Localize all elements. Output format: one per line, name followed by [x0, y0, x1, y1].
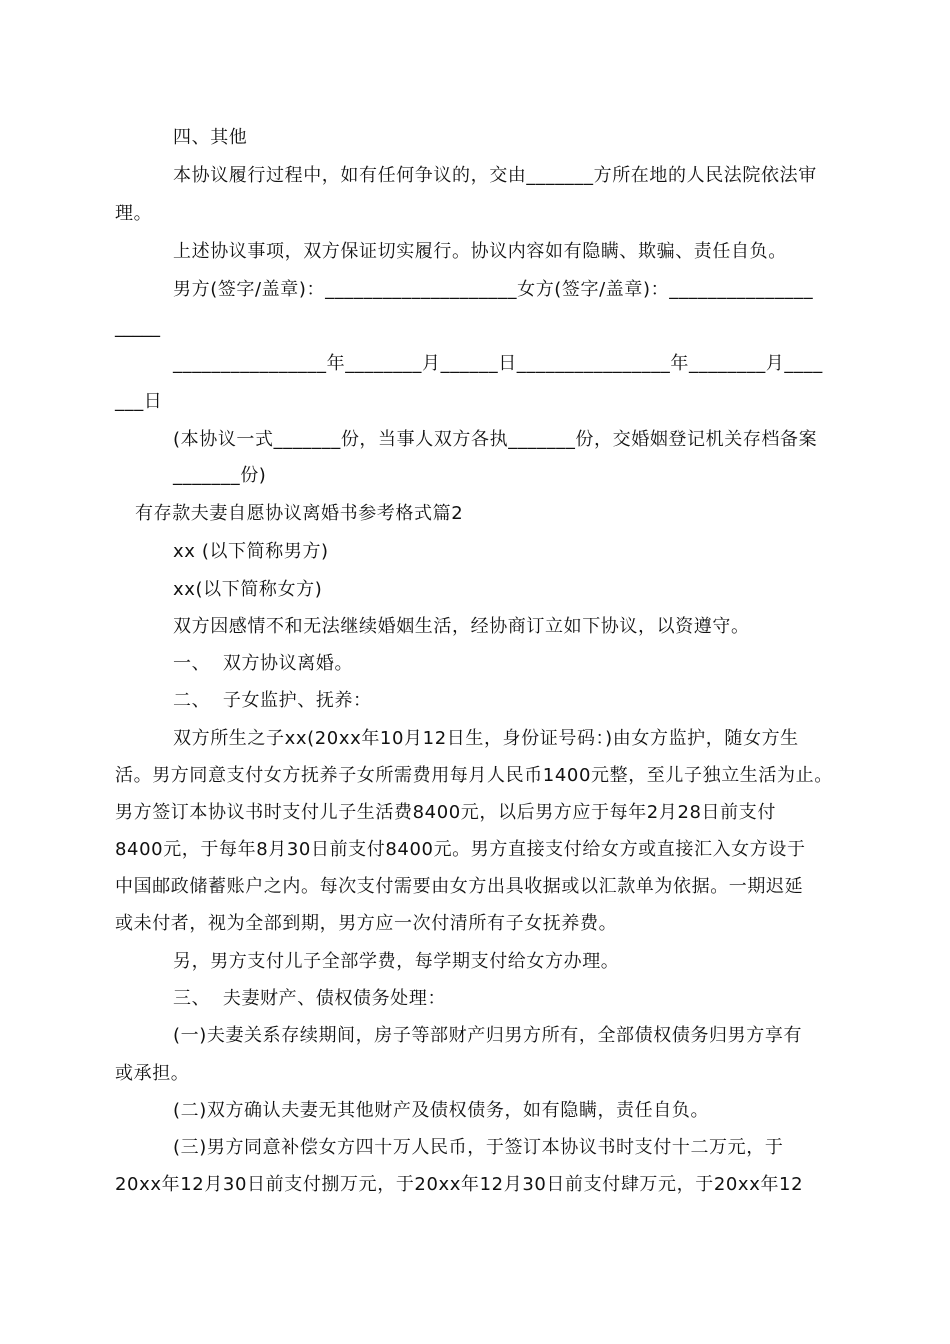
paragraph-line: 男方签订本协议书时支付儿子生活费8400元，以后男方应于每年2月28日前支付 — [115, 802, 776, 823]
section-heading-other: 四、其他 — [173, 127, 248, 148]
paragraph-line: 双方所生之子xx(20xx年10月12日生，身份证号码：)由女方监护，随女方生 — [173, 728, 799, 749]
clause-heading: 一、 双方协议离婚。 — [173, 653, 354, 674]
paragraph-line: 或未付者，视为全部到期，男方应一次付清所有子女抚养费。 — [115, 913, 618, 934]
paragraph-line: 理。 — [115, 203, 153, 224]
paragraph-line: 另，男方支付儿子全部学费，每学期支付给女方办理。 — [173, 951, 620, 972]
party-female: xx(以下简称女方) — [173, 579, 323, 600]
signature-line-continued: _____ — [115, 317, 160, 338]
paragraph-line: 本协议履行过程中，如有任何争议的，交由_______方所在地的人民法院依法审 — [173, 165, 817, 186]
clause-heading: 三、 夫妻财产、债权债务处理： — [173, 988, 447, 1009]
paragraph-line: (一)夫妻关系存续期间，房子等部财产归男方所有，全部债权债务归男方享有 — [173, 1025, 803, 1046]
paragraph-line: 活。男方同意支付女方抚养子女所需费用每月人民币1400元整，至儿子独立生活为止。 — [115, 765, 833, 786]
paragraph-line: 中国邮政储蓄账户之内。每次支付需要由女方出具收据或以汇款单为依据。一期迟延 — [115, 876, 804, 897]
paragraph-line: 或承担。 — [115, 1063, 190, 1084]
paragraph-line: (二)双方确认夫妻无其他财产及债权债务，如有隐瞒，责任自负。 — [173, 1100, 710, 1121]
paragraph-line: 8400元，于每年8月30日前支付8400元。男方直接支付给女方或直接汇入女方设于 — [115, 839, 806, 860]
paragraph-line: 双方因感情不和无法继续婚姻生活，经协商订立如下协议，以资遵守。 — [173, 616, 750, 637]
party-male: xx (以下简称男方) — [173, 541, 329, 562]
copies-note-line-continued: _______份) — [173, 465, 267, 486]
date-line-continued: ___日 — [115, 391, 163, 412]
clause-heading: 二、 子女监护、抚养： — [173, 690, 372, 711]
date-line: ________________年________月______日________________年________月____ — [173, 353, 823, 374]
article-title: 有存款夫妻自愿协议离婚书参考格式篇2 — [135, 503, 464, 524]
signature-line: 男方(签字/盖章)：____________________女方(签字/盖章)：_______________ — [173, 279, 814, 300]
copies-note-line: (本协议一式_______份，当事人双方各执_______份，交婚姻登记机关存档备案 — [173, 429, 818, 450]
paragraph-line: 20xx年12月30日前支付捌万元，于20xx年12月30日前支付肆万元，于20xx年12 — [115, 1174, 804, 1195]
paragraph-line: 上述协议事项，双方保证切实履行。协议内容如有隐瞒、欺骗、责任自负。 — [173, 241, 787, 262]
paragraph-line: (三)男方同意补偿女方四十万人民币，于签订本协议书时支付十二万元，于 — [173, 1137, 784, 1158]
